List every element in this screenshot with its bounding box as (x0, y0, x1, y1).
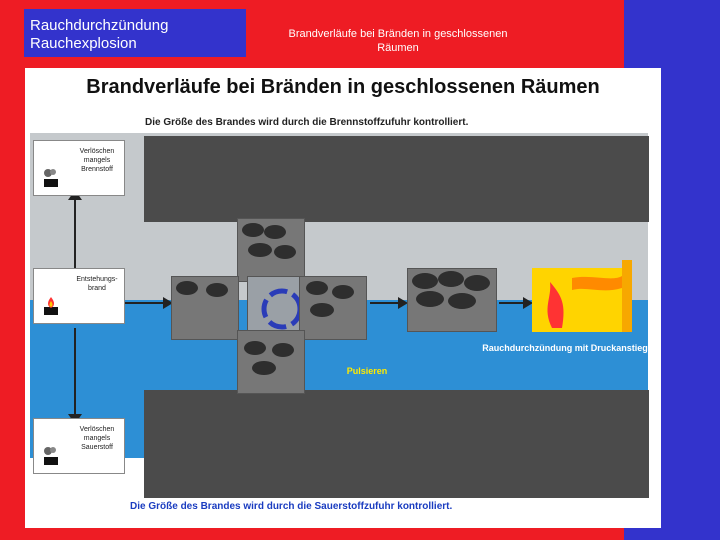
vertical-connector-bottom (74, 328, 76, 418)
dark-redaction-bottom (144, 390, 649, 498)
diagram-panel (25, 68, 661, 528)
slide-title-line2: Rauchexplosion (30, 35, 137, 52)
pot-fire-icon (40, 295, 62, 317)
arrow-to-pulsing (125, 302, 165, 304)
flashover-room-side (622, 260, 632, 332)
pulse-tile-top (237, 218, 305, 282)
bottom-note: Die Größe des Brandes wird durch die Sauerstoffzufuhr kontrolliert. (130, 501, 453, 512)
arrow-to-smoke (370, 302, 400, 304)
pulse-tile-left (171, 276, 239, 340)
pulsieren-label: Pulsieren (346, 366, 388, 376)
flame-icon (532, 268, 622, 332)
dark-redaction-top (144, 136, 649, 222)
pulse-tile-right (299, 276, 367, 340)
pulse-tile-bottom (237, 330, 305, 394)
flashover-room (532, 268, 622, 332)
arrow-to-flashover (499, 302, 525, 304)
pot-smoke-icon (40, 167, 62, 189)
state-label-bottom: Verlöschen mangels Sauerstoff (79, 426, 115, 451)
state-box-bottom (33, 418, 125, 474)
smoke-filled-room (407, 268, 497, 332)
slide-title-line1: Rauchdurchzündung (30, 17, 169, 34)
flashover-label: Rauchdurchzündung mit Druckanstieg (482, 343, 648, 353)
state-box-middle (33, 268, 125, 324)
diagram-title: Brandverläufe bei Bränden in geschlossenen Räumen (86, 76, 600, 98)
pot-smoke-icon (40, 445, 62, 467)
state-box-top (33, 140, 125, 196)
state-label-middle: Entstehungs-brand (76, 276, 118, 292)
top-note: Die Größe des Brandes wird durch die Brennstoffzufuhr kontrolliert. (145, 117, 469, 128)
slide-header: Brandverläufe bei Bränden in geschlossenen Räumen (288, 28, 508, 54)
vertical-connector-top (74, 196, 76, 268)
slide-title-box (24, 9, 246, 57)
state-label-top: Verlöschen mangels Brennstoff (79, 148, 115, 173)
